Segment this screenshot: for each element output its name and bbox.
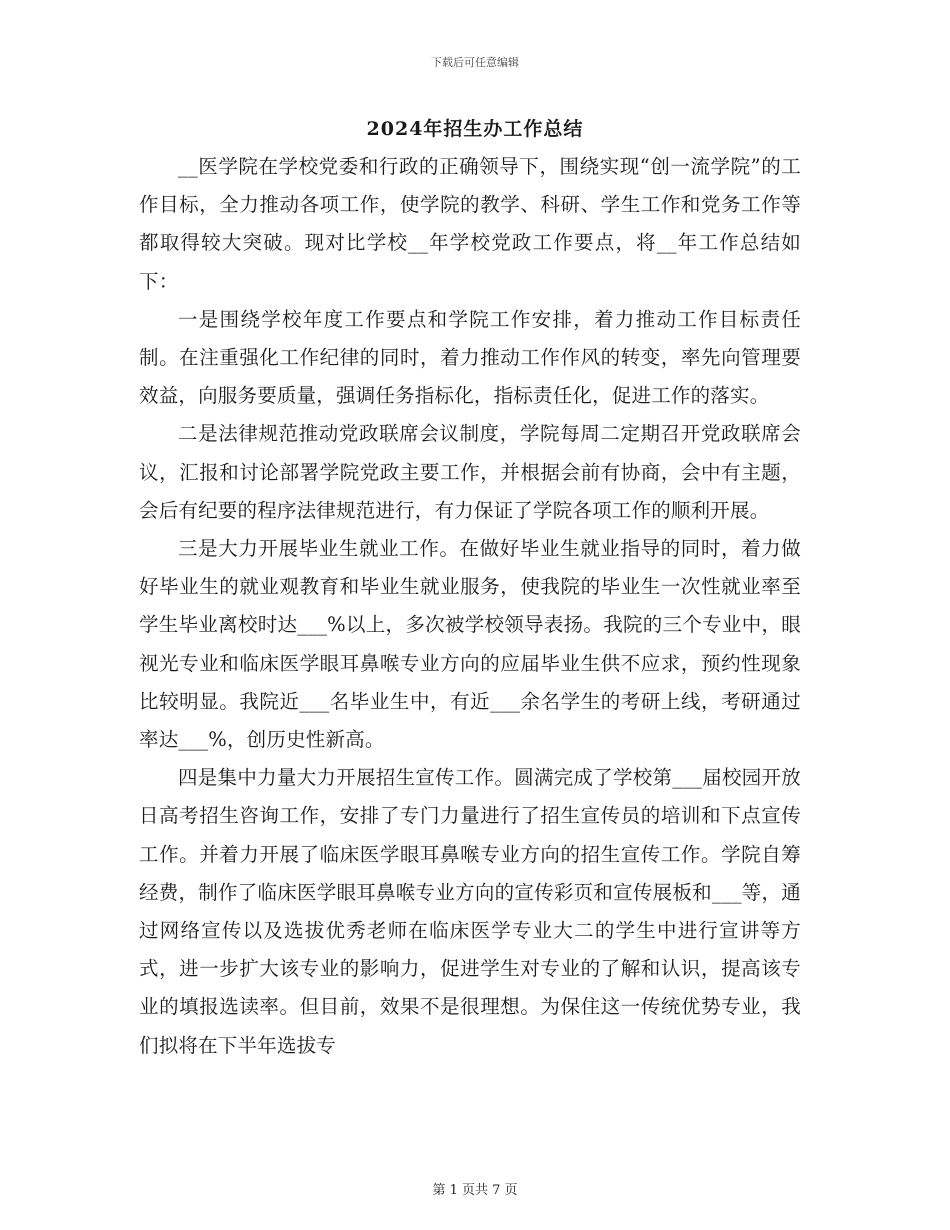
- paragraph-4: 四是集中力量大力开展招生宣传工作。圆满完成了学校第___届校园开放日高考招生咨询工作，安排了专门力量进行了招生宣传员的培训和下点宣传工作。并着力开展了临床医学眼耳鼻喉专业方向的招生宣传工作。学院自筹经费，制作了临床医学眼耳鼻喉专业方向的宣传彩页和宣传展板和___等，通过网络宣传以及选拔优秀老师在临床医学专业大二的学生中进行宣讲等方式，进一步扩大该专业的影响力，促进学生对专业的了解和认识，提高该专业的填报选读率。但目前，效果不是很理想。为保住这一传统优势专业，我们拟将在下半年选拔专: [139, 766, 801, 1057]
- paragraph-2: 二是法律规范推动党政联席会议制度，学院每周二定期召开党政联席会议，汇报和讨论部署学院党政主要工作，并根据会前有协商，会中有主题，会后有纪要的程序法律规范进行，有力保证了学院各项工作的顺利开展。: [139, 422, 801, 522]
- document-title: 2024年招生办工作总结: [366, 118, 584, 140]
- paragraph-1: 一是围绕学校年度工作要点和学院工作安排，着力推动工作目标责任制。在注重强化工作纪律的同时，着力推动工作作风的转变，率先向管理要效益，向服务要质量，强调任务指标化，指标责任化，促进工作的落实。: [139, 307, 801, 408]
- page-header-note: 下载后可任意编辑: [431, 56, 519, 69]
- page-footer-number: 第 1 页共 7 页: [432, 1183, 518, 1198]
- paragraph-intro: __医学院在学校党委和行政的正确领导下，围绕实现“创一流学院”的工作目标，全力推动各项工作，使学院的教学、科研、学生工作和党务工作等都取得较大突破。现对比学校__年学校党政工作要点，将__年工作总结如下：: [139, 155, 801, 293]
- document-body: [139, 148, 801, 1065]
- paragraph-3: 三是大力开展毕业生就业工作。在做好毕业生就业指导的同时，着力做好毕业生的就业观教育和毕业生就业服务，使我院的毕业生一次性就业率至学生毕业离校时达___%以上，多次被学校领导表扬。我院的三个专业中，眼视光专业和临床医学眼耳鼻喉专业方向的应届毕业生供不应求，预约性现象比较明显。我院近___名毕业生中，有近___余名学生的考研上线，考研通过率达___%，创历史性新高。: [139, 537, 801, 752]
